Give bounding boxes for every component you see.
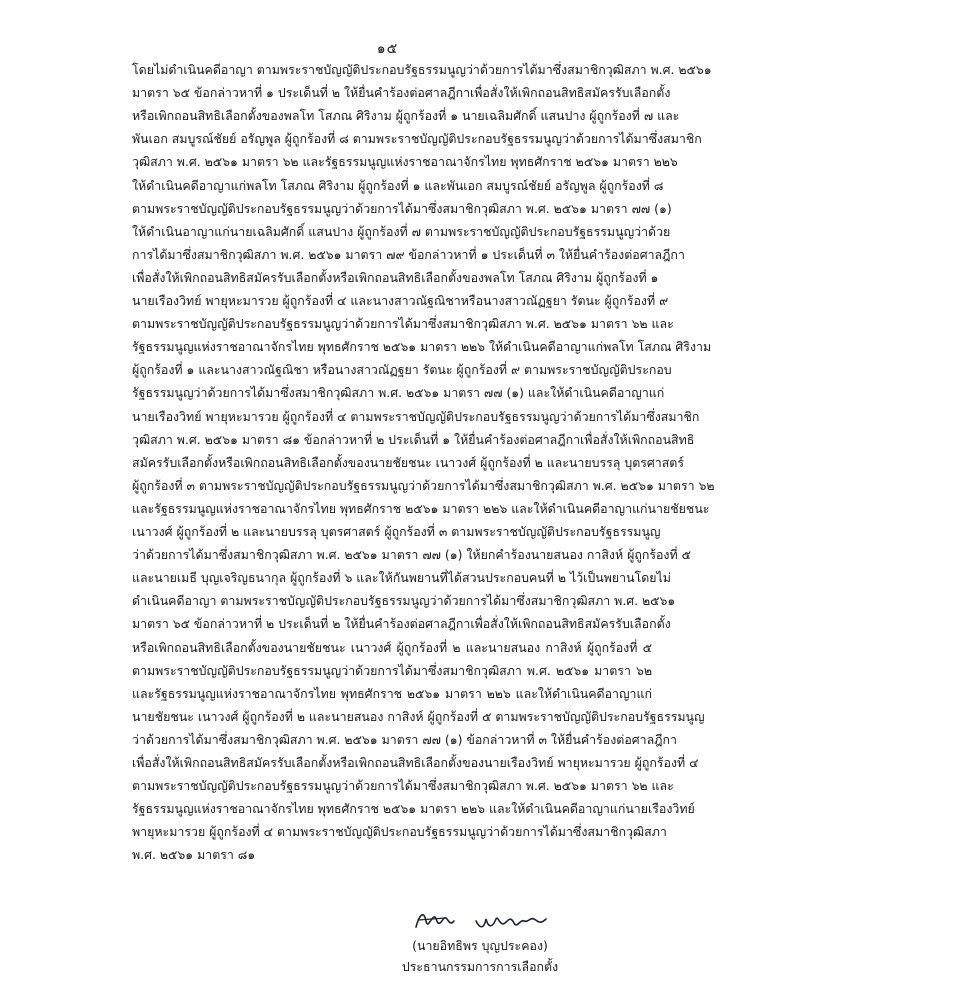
signer-name: (นายอิทธิพร บุญประคอง) xyxy=(412,938,548,953)
paragraph-line: รัฐธรรมนูญแห่งราชอาณาจักรไทย พุทธศักราช ๒๕๖๑ มาตรา ๒๒๖ และให้ดำเนินคดีอาญาแก่นายเรืองวิทย์ xyxy=(132,801,695,817)
paragraph-line: และรัฐธรรมนูญแห่งราชอาณาจักรไทย พุทธศักราช ๒๕๖๑ มาตรา ๒๒๖ และให้ดำเนินคดีอาญาแก่ xyxy=(132,685,652,701)
paragraph-line: ตามพระราชบัญญัติประกอบรัฐธรรมนูญว่าด้วยการได้มาซึ่งสมาชิกวุฒิสภา พ.ศ. ๒๕๖๑ มาตรา ๖๒ และ xyxy=(132,316,674,332)
paragraph-line: ให้ดำเนินอาญาแก่นายเฉลิมศักดิ์ แสนปาง ผู้ถูกร้องที่ ๗ ตามพระราชบัญญัติประกอบรัฐธรรมนูญว่าด้วย xyxy=(132,223,671,239)
paragraph-line: พายุหะมารวย ผู้ถูกร้องที่ ๔ ตามพระราชบัญญัติประกอบรัฐธรรมนูญว่าด้วยการได้มาซึ่งสมาชิกวุฒิสภา xyxy=(132,824,667,840)
paragraph-line: รัฐธรรมนูญว่าด้วยการได้มาซึ่งสมาชิกวุฒิสภา พ.ศ. ๒๕๖๑ มาตรา ๗๗ (๑) และให้ดำเนินคดีอาญาแก่ xyxy=(132,385,665,401)
paragraph-line: ตามพระราชบัญญัติประกอบรัฐธรรมนูญว่าด้วยการได้มาซึ่งสมาชิกวุฒิสภา พ.ศ. ๒๕๖๑ มาตรา ๗๗ (๑) xyxy=(132,200,672,216)
paragraph-line: การได้มาซึ่งสมาชิกวุฒิสภา พ.ศ. ๒๕๖๑ มาตรา ๗๙ ข้อกล่าวหาที่ ๑ ประเด็นที่ ๓ ให้ยื่นคำร้องต่อศาลฎีกา xyxy=(132,246,685,262)
paragraph-line: หรือเพิกถอนสิทธิเลือกตั้งของนายชัยชนะ เนาวงศ์ ผู้ถูกร้องที่ ๒ และนายสนอง กาสิงห์ ผู้ถูกร้องที่ ๕ xyxy=(132,639,652,655)
paragraph-line: ผู้ถูกร้องที่ ๑ และนางสาวณัฐณิชา หรือนางสาวณัฏฐยา รัตนะ ผู้ถูกร้องที่ ๙ ตามพระราชบัญญัติประกอบ xyxy=(132,362,672,378)
paragraph-line: วุฒิสภา พ.ศ. ๒๕๖๑ มาตรา ๖๒ และรัฐธรรมนูญแห่งราชอาณาจักรไทย พุทธศักราช ๒๕๖๑ มาตรา ๒๒๖ xyxy=(132,154,678,170)
paragraph-line: ตามพระราชบัญญัติประกอบรัฐธรรมนูญว่าด้วยการได้มาซึ่งสมาชิกวุฒิสภา พ.ศ. ๒๕๖๑ มาตรา ๖๒ และ xyxy=(132,778,674,794)
paragraph-line: สมัครรับเลือกตั้งหรือเพิกถอนสิทธิเลือกตั้งของนายชัยชนะ เนาวงศ์ ผู้ถูกร้องที่ ๒ และนายบรรลุ บุตรศาสตร์ xyxy=(132,454,684,470)
paragraph-line: รัฐธรรมนูญแห่งราชอาณาจักรไทย พุทธศักราช ๒๕๖๑ มาตรา ๒๒๖ ให้ดำเนินคดีอาญาแก่พลโท โสภณ ศิริงาม xyxy=(132,339,712,355)
paragraph-line: โดยไม่ดำเนินคดีอาญา ตามพระราชบัญญัติประกอบรัฐธรรมนูญว่าด้วยการได้มาซึ่งสมาชิกวุฒิสภา พ.ศ. ๒๕๖๑ xyxy=(132,62,712,77)
paragraph-line: วุฒิสภา พ.ศ. ๒๕๖๑ มาตรา ๘๑ ข้อกล่าวหาที่ ๒ ประเด็นที่ ๑ ให้ยื่นคำร้องต่อศาลฎีกาเพื่อสั่งให้เพิกถอนสิทธิ xyxy=(132,431,695,447)
paragraph-line: หรือเพิกถอนสิทธิเลือกตั้งของพลโท โสภณ ศิริงาม ผู้ถูกร้องที่ ๑ นายเฉลิมศักดิ์ แสนปาง ผู้ถูกร้องที่ ๗ และ xyxy=(132,108,680,124)
page-number: ๑๕ xyxy=(376,41,399,57)
paragraph-line: นายเรืองวิทย์ พายุหะมารวย ผู้ถูกร้องที่ ๔ ตามพระราชบัญญัติประกอบรัฐธรรมนูญว่าด้วยการได้มาซึ่งสมาชิก xyxy=(132,408,700,424)
signer-title: ประธานกรรมการการเลือกตั้ง xyxy=(401,959,559,974)
paragraph-line: ให้ดำเนินคดีอาญาแก่พลโท โสภณ ศิริงาม ผู้ถูกร้องที่ ๑ และพันเอก สมบูรณ์ชัยย์ อรัญพูล ผู้ถูกร้องที่ ๘ xyxy=(132,177,664,193)
paragraph-line: ว่าด้วยการได้มาซึ่งสมาชิกวุฒิสภา พ.ศ. ๒๕๖๑ มาตรา ๗๗ (๑) ข้อกล่าวหาที่ ๓ ให้ยื่นคำร้องต่อศาลฎีกา xyxy=(132,731,677,747)
paragraph-line: เพื่อสั่งให้เพิกถอนสิทธิสมัครรับเลือกตั้งหรือเพิกถอนสิทธิเลือกตั้งของนายเรืองวิทย์ พายุหะมารวย ผู้ถูกร้องที่ ๔ xyxy=(132,755,699,770)
paragraph-line: นายเรืองวิทย์ พายุหะมารวย ผู้ถูกร้องที่ ๔ และนางสาวณัฐณิชาหรือนางสาวณัฏฐยา รัตนะ ผู้ถูกร้องที่ ๙ xyxy=(132,293,669,308)
paragraph-line: ว่าด้วยการได้มาซึ่งสมาชิกวุฒิสภา พ.ศ. ๒๕๖๑ มาตรา ๗๗ (๑) ให้ยกคำร้องนายสนอง กาสิงห์ ผู้ถูกร้องที่ ๕ xyxy=(132,547,691,563)
paragraph-line: และรัฐธรรมนูญแห่งราชอาณาจักรไทย พุทธศักราช ๒๕๖๑ มาตรา ๒๒๖ และให้ดำเนินคดีอาญาแก่นายชัยชนะ xyxy=(132,500,710,516)
handwritten-signature xyxy=(410,907,570,935)
paragraph-line: ผู้ถูกร้องที่ ๓ ตามพระราชบัญญัติประกอบรัฐธรรมนูญว่าด้วยการได้มาซึ่งสมาชิกวุฒิสภา พ.ศ. ๒๕๖๑ มาตรา ๖๒ xyxy=(132,477,715,493)
paragraph-line: และนายเมธี บุญเจริญธนากุล ผู้ถูกร้องที่ ๖ และให้กันพยานที่ได้สวนประกอบคนที่ ๒ ไว้เป็นพยานโดยไม่ xyxy=(132,570,671,586)
paragraph-line: เพื่อสั่งให้เพิกถอนสิทธิสมัครรับเลือกตั้งหรือเพิกถอนสิทธิเลือกตั้งของพลโท โสภณ ศิริงาม ผู้ถูกร้องที่ ๑ xyxy=(132,269,659,285)
paragraph-line: นายชัยชนะ เนาวงศ์ ผู้ถูกร้องที่ ๒ และนายสนอง กาสิงห์ ผู้ถูกร้องที่ ๕ ตามพระราชบัญญัติประกอบรัฐธรรมนูญ xyxy=(132,708,705,724)
paragraph-line: มาตรา ๖๕ ข้อกล่าวหาที่ ๒ ประเด็นที่ ๒ ให้ยื่นคำร้องต่อศาลฎีกาเพื่อสั่งให้เพิกถอนสิทธิสมัครรับเลือกตั้ง xyxy=(132,616,671,632)
paragraph-line: มาตรา ๖๕ ข้อกล่าวหาที่ ๑ ประเด็นที่ ๒ ให้ยื่นคำร้องต่อศาลฎีกาเพื่อสั่งให้เพิกถอนสิทธิสมัครรับเลือกตั้ง xyxy=(132,85,671,101)
paragraph-line: ตามพระราชบัญญัติประกอบรัฐธรรมนูญว่าด้วยการได้มาซึ่งสมาชิกวุฒิสภา พ.ศ. ๒๕๖๑ มาตรา ๖๒ xyxy=(132,662,652,678)
paragraph-line: พันเอก สมบูรณ์ชัยย์ อรัญพูล ผู้ถูกร้องที่ ๘ ตามพระราชบัญญัติประกอบรัฐธรรมนูญว่าด้วยการได้มาซึ่งสมาชิก xyxy=(132,131,702,147)
paragraph-line: เนาวงศ์ ผู้ถูกร้องที่ ๒ และนายบรรลุ บุตรศาสตร์ ผู้ถูกร้องที่ ๓ ตามพระราชบัญญัติประกอบรัฐธรรมนูญ xyxy=(132,524,661,539)
paragraph-line: พ.ศ. ๒๕๖๑ มาตรา ๘๑ xyxy=(132,847,256,863)
paragraph-line: ดำเนินคดีอาญา ตามพระราชบัญญัติประกอบรัฐธรรมนูญว่าด้วยการได้มาซึ่งสมาชิกวุฒิสภา พ.ศ. ๒๕๖๑ xyxy=(132,593,676,609)
